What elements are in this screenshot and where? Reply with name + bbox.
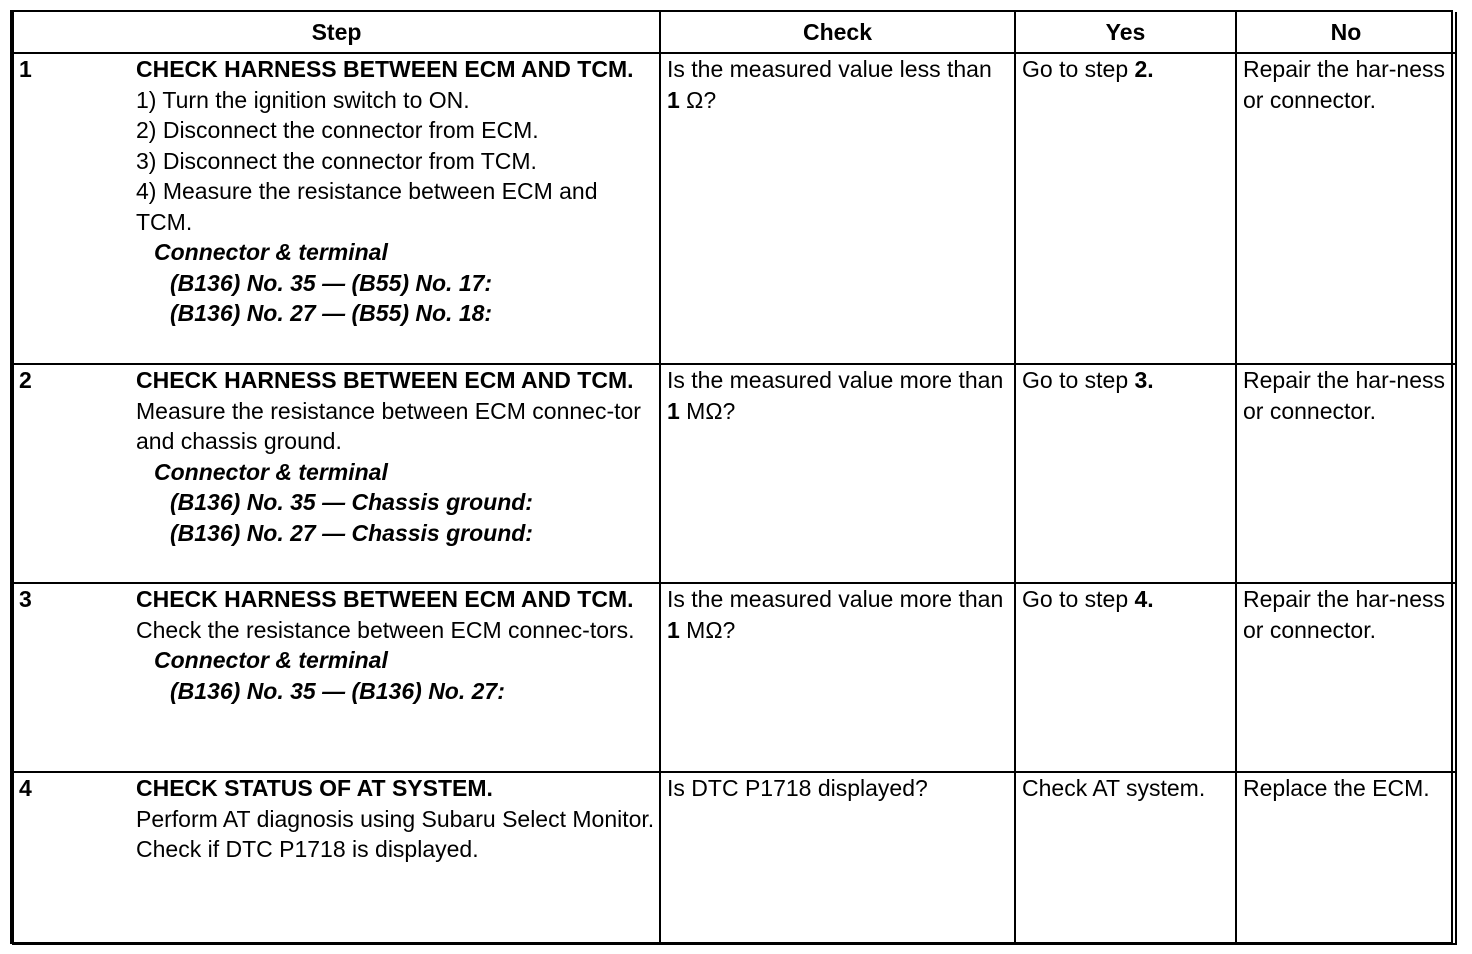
terminal-spec: (B136) No. 27 — Chassis ground: (170, 519, 533, 546)
step-instruction: Measure the resistance between ECM connec-tor and chassis ground. (136, 397, 641, 454)
connector-label: Connector & terminal (154, 239, 388, 265)
terminal-spec: (B136) No. 35 — (B136) No. 27: (170, 677, 505, 704)
yes-text: Go to step (1022, 56, 1135, 82)
connector-label: Connector & terminal (154, 458, 388, 485)
step-title: CHECK HARNESS BETWEEN ECM AND TCM. (136, 56, 634, 82)
check-unit: Ω? (679, 86, 717, 113)
table-row (13, 364, 1456, 583)
yes-step: 3. (1134, 367, 1154, 393)
step-title: CHECK STATUS OF AT SYSTEM. (136, 775, 493, 801)
check-cell (660, 772, 1015, 944)
step-instruction: Check the resistance between ECM connec-tors. (136, 616, 635, 643)
yes-text: Check AT system. (1022, 775, 1206, 801)
check-text: Is the measured value more than (667, 367, 1004, 393)
check-unit: MΩ? (679, 397, 736, 424)
step-title: CHECK HARNESS BETWEEN ECM AND TCM. (136, 586, 634, 612)
step-instruction: Check if DTC P1718 is displayed. (136, 836, 479, 862)
step-instruction: 2) Disconnect the connector from ECM. (136, 117, 539, 143)
no-cell: Repair the har-ness or connector. (1236, 364, 1456, 583)
step-number: 1 (13, 53, 136, 364)
yes-step: 2. (1134, 56, 1154, 82)
step-title: CHECK HARNESS BETWEEN ECM AND TCM. (136, 367, 634, 393)
yes-text: Go to step (1022, 367, 1135, 393)
yes-cell (1015, 364, 1236, 583)
no-cell: Repair the har-ness or connector. (1236, 583, 1456, 772)
table-row (13, 583, 1456, 772)
terminal-spec: (B136) No. 27 — (B55) No. 18: (170, 300, 493, 326)
no-cell: Replace the ECM. (1236, 772, 1456, 944)
check-unit: MΩ? (679, 616, 736, 643)
yes-cell (1015, 772, 1236, 944)
step-description (136, 53, 660, 364)
yes-text: Go to step (1022, 586, 1135, 612)
header-check: Check (660, 12, 1015, 53)
step-description (136, 364, 660, 583)
step-number: 2 (13, 364, 136, 583)
table-row (13, 53, 1456, 364)
yes-step: 4. (1134, 586, 1154, 612)
terminal-spec: (B136) No. 35 — (B55) No. 17: (170, 269, 493, 296)
step-instruction: Perform AT diagnosis using Subaru Select Monitor. (136, 805, 655, 832)
diagnostic-table-document (10, 10, 1453, 944)
check-text: Is the measured value more than (667, 586, 1004, 612)
terminal-spec: (B136) No. 35 — Chassis ground: (170, 489, 533, 515)
step-description (136, 583, 660, 772)
header-step: Step (13, 12, 660, 53)
header-no: No (1236, 12, 1456, 53)
header-yes: Yes (1015, 12, 1236, 53)
yes-cell (1015, 583, 1236, 772)
step-number: 3 (13, 583, 136, 772)
check-cell (660, 364, 1015, 583)
no-cell: Repair the har-ness or connector. (1236, 53, 1456, 364)
check-value: 1 (667, 616, 680, 643)
check-cell (660, 583, 1015, 772)
diagnostic-table (12, 12, 1457, 945)
step-instruction: 1) Turn the ignition switch to ON. (136, 86, 470, 113)
step-instruction: 3) Disconnect the connector from TCM. (136, 147, 537, 174)
check-text: Is the measured value less than (667, 56, 992, 82)
step-instruction: 4) Measure the resistance between ECM and TCM. (136, 178, 598, 235)
check-cell (660, 53, 1015, 364)
step-number: 4 (13, 772, 136, 944)
check-text: Is DTC P1718 displayed? (667, 775, 928, 801)
table-row (13, 772, 1456, 944)
check-value: 1 (667, 86, 680, 113)
yes-cell (1015, 53, 1236, 364)
step-description (136, 772, 660, 944)
connector-label: Connector & terminal (154, 647, 388, 673)
check-value: 1 (667, 397, 680, 424)
header-row (13, 12, 1456, 53)
